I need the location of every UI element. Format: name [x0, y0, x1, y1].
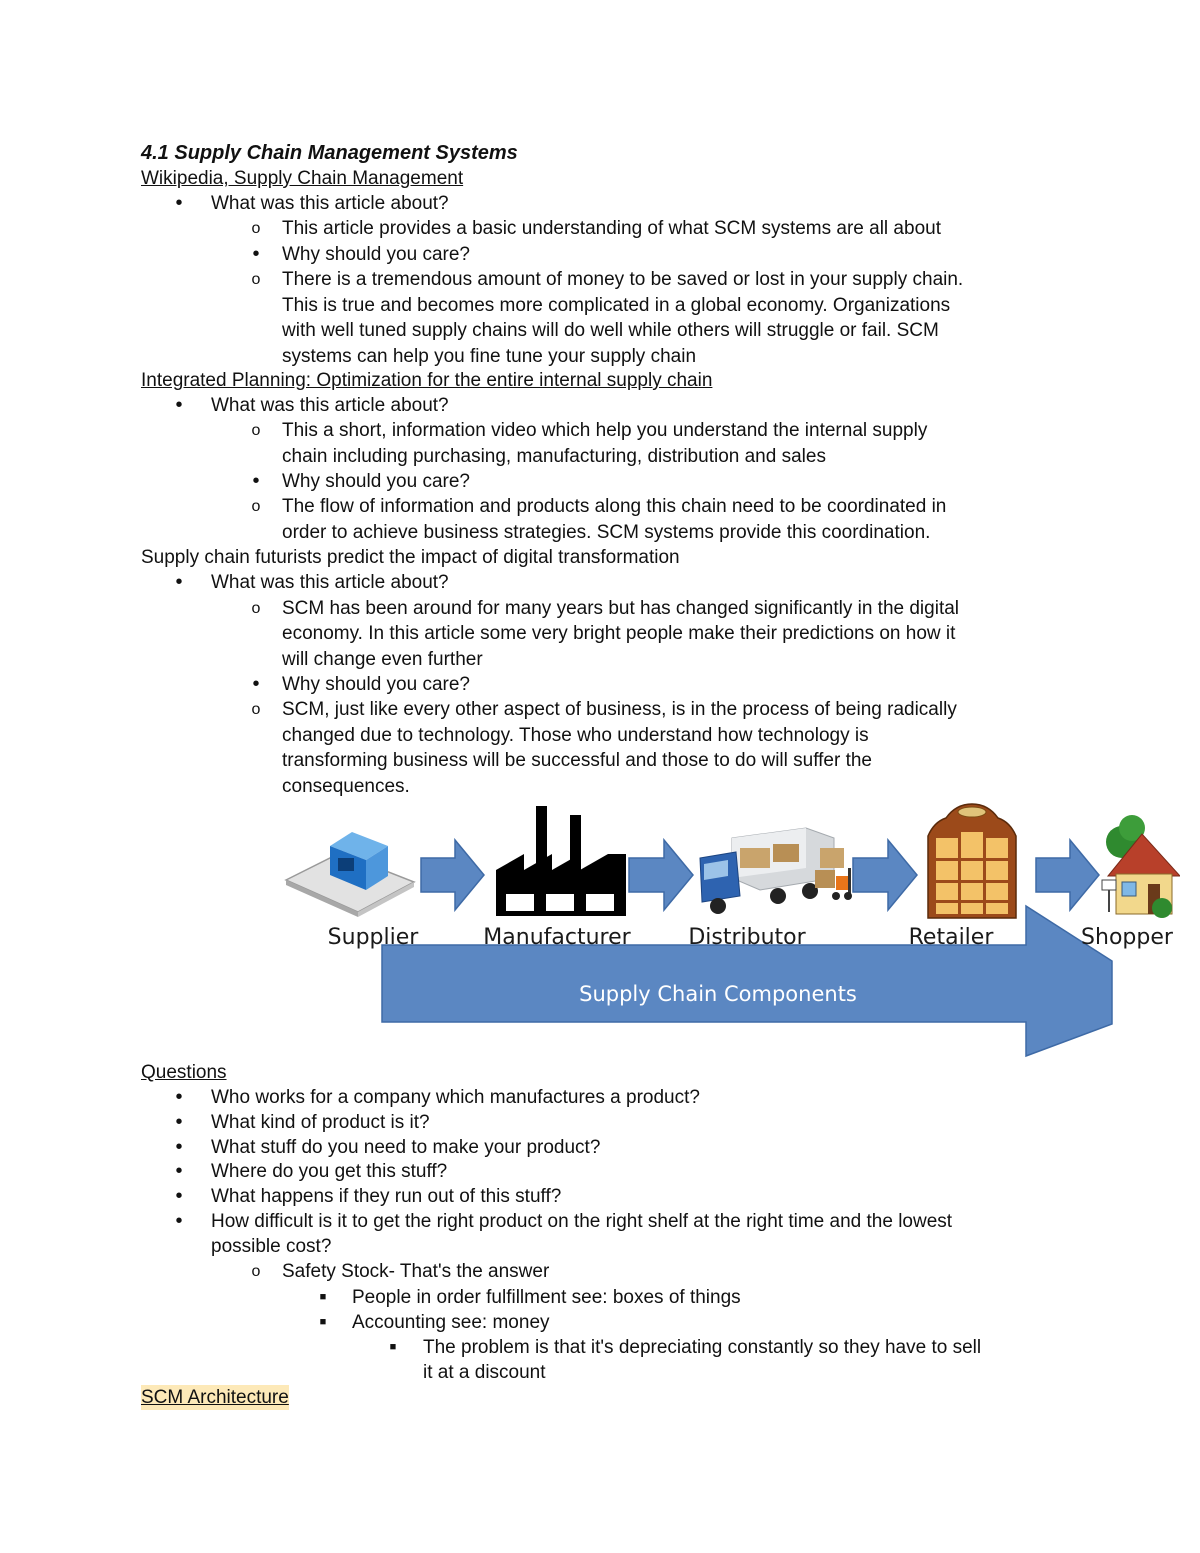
factory-icon	[496, 806, 626, 916]
question-text: Why should you care?	[282, 674, 470, 695]
square-bullet: ■	[319, 1291, 327, 1303]
page-title: 4.1 Supply Chain Management Systems	[141, 142, 518, 164]
question-item: What stuff do you need to make your product?	[211, 1137, 601, 1158]
answer-text: will change even further	[282, 649, 483, 670]
bullet: •	[175, 192, 183, 214]
circle-bullet: o	[251, 600, 261, 617]
circle-bullet: o	[251, 271, 261, 288]
bullet: •	[175, 394, 183, 416]
question-text: What was this article about?	[211, 193, 449, 214]
answer-text: Safety Stock- That's the answer	[282, 1261, 550, 1282]
stage-label-distributor: Distributor	[688, 925, 806, 950]
circle-bullet: o	[251, 498, 261, 515]
stage-label-supplier: Supplier	[327, 925, 419, 950]
answer-text: systems can help you fine tune your supply chain	[282, 346, 697, 367]
circle-bullet: o	[251, 422, 261, 439]
sub-item: Accounting see: money	[352, 1312, 550, 1333]
answer-text: transforming business will be successful and those to do will suffer the	[282, 750, 873, 771]
flow-arrow-icon	[853, 840, 917, 910]
flow-arrow-icon	[1036, 840, 1099, 910]
question-text: Why should you care?	[282, 244, 470, 265]
supply-chain-diagram	[270, 798, 1180, 1060]
truck-icon	[700, 828, 852, 914]
sub-sub-item: The problem is that it's depreciating constantly so they have to sell	[423, 1337, 982, 1358]
bullet: •	[175, 1185, 183, 1207]
section-link-wikipedia[interactable]: Wikipedia, Supply Chain Management	[141, 168, 464, 189]
house-icon	[1102, 815, 1180, 918]
stage-label-manufacturer: Manufacturer	[483, 925, 631, 950]
question-item: Who works for a company which manufactures a product?	[211, 1087, 700, 1108]
banner-label: Supply Chain Components	[579, 982, 857, 1006]
circle-bullet: o	[251, 1263, 261, 1280]
answer-text: This a short, information video which help you understand the internal supply	[282, 420, 928, 441]
square-bullet: ■	[389, 1341, 397, 1353]
stage-label-shopper: Shopper	[1081, 925, 1173, 950]
answer-text: SCM has been around for many years but has changed significantly in the digital	[282, 598, 960, 619]
bullet: •	[252, 673, 260, 695]
flow-arrow-icon	[421, 840, 484, 910]
answer-text: changed due to technology. Those who understand how technology is	[282, 725, 869, 746]
question-text: Why should you care?	[282, 471, 470, 492]
answer-text: chain including purchasing, manufacturing, distribution and sales	[282, 446, 826, 467]
answer-text: This article provides a basic understanding of what SCM systems are all about	[282, 218, 941, 239]
answer-text: This is true and becomes more complicated in a global economy. Organizations	[282, 295, 951, 316]
circle-bullet: o	[251, 220, 261, 237]
question-item: Where do you get this stuff?	[211, 1161, 448, 1182]
circle-bullet: o	[251, 701, 261, 718]
bullet: •	[175, 1086, 183, 1108]
answer-text: economy. In this article some very bright people make their predictions on how it	[282, 623, 956, 644]
stage-label-retailer: Retailer	[908, 925, 994, 950]
answer-text: order to achieve business strategies. SCM systems provide this coordination.	[282, 522, 931, 543]
scm-architecture-link[interactable]: SCM Architecture	[141, 1387, 289, 1408]
square-bullet: ■	[319, 1316, 327, 1328]
question-item: possible cost?	[211, 1236, 332, 1257]
bullet: •	[175, 1210, 183, 1232]
answer-text: There is a tremendous amount of money to be saved or lost in your supply chain.	[282, 269, 964, 290]
bullet: •	[175, 1111, 183, 1133]
question-text: What was this article about?	[211, 572, 449, 593]
section-link-integrated-planning[interactable]: Integrated Planning: Optimization for the entire internal supply chain	[141, 370, 713, 391]
bullet: •	[175, 1160, 183, 1182]
answer-text: The flow of information and products along this chain need to be coordinated in	[282, 496, 947, 517]
question-item: How difficult is it to get the right product on the right shelf at the right time and the lowest	[211, 1211, 953, 1232]
bullet: •	[252, 470, 260, 492]
bullet: •	[175, 571, 183, 593]
answer-text: SCM, just like every other aspect of business, is in the process of being radically	[282, 699, 957, 720]
sub-sub-item: it at a discount	[423, 1362, 546, 1383]
question-text: What was this article about?	[211, 395, 449, 416]
sub-item: People in order fulfillment see: boxes of things	[352, 1287, 741, 1308]
answer-text: with well tuned supply chains will do well while others will struggle or fail. SCM	[282, 320, 939, 341]
bullet: •	[175, 1136, 183, 1158]
bullet: •	[252, 243, 260, 265]
flow-arrow-icon	[629, 840, 693, 910]
answer-text: consequences.	[282, 776, 410, 797]
warehouse-icon	[286, 832, 414, 917]
questions-heading: Questions	[141, 1062, 227, 1083]
question-item: What kind of product is it?	[211, 1112, 430, 1133]
storefront-icon	[928, 804, 1016, 918]
question-item: What happens if they run out of this stuff?	[211, 1186, 562, 1207]
section-heading-futurists: Supply chain futurists predict the impact of digital transformation	[141, 547, 680, 568]
